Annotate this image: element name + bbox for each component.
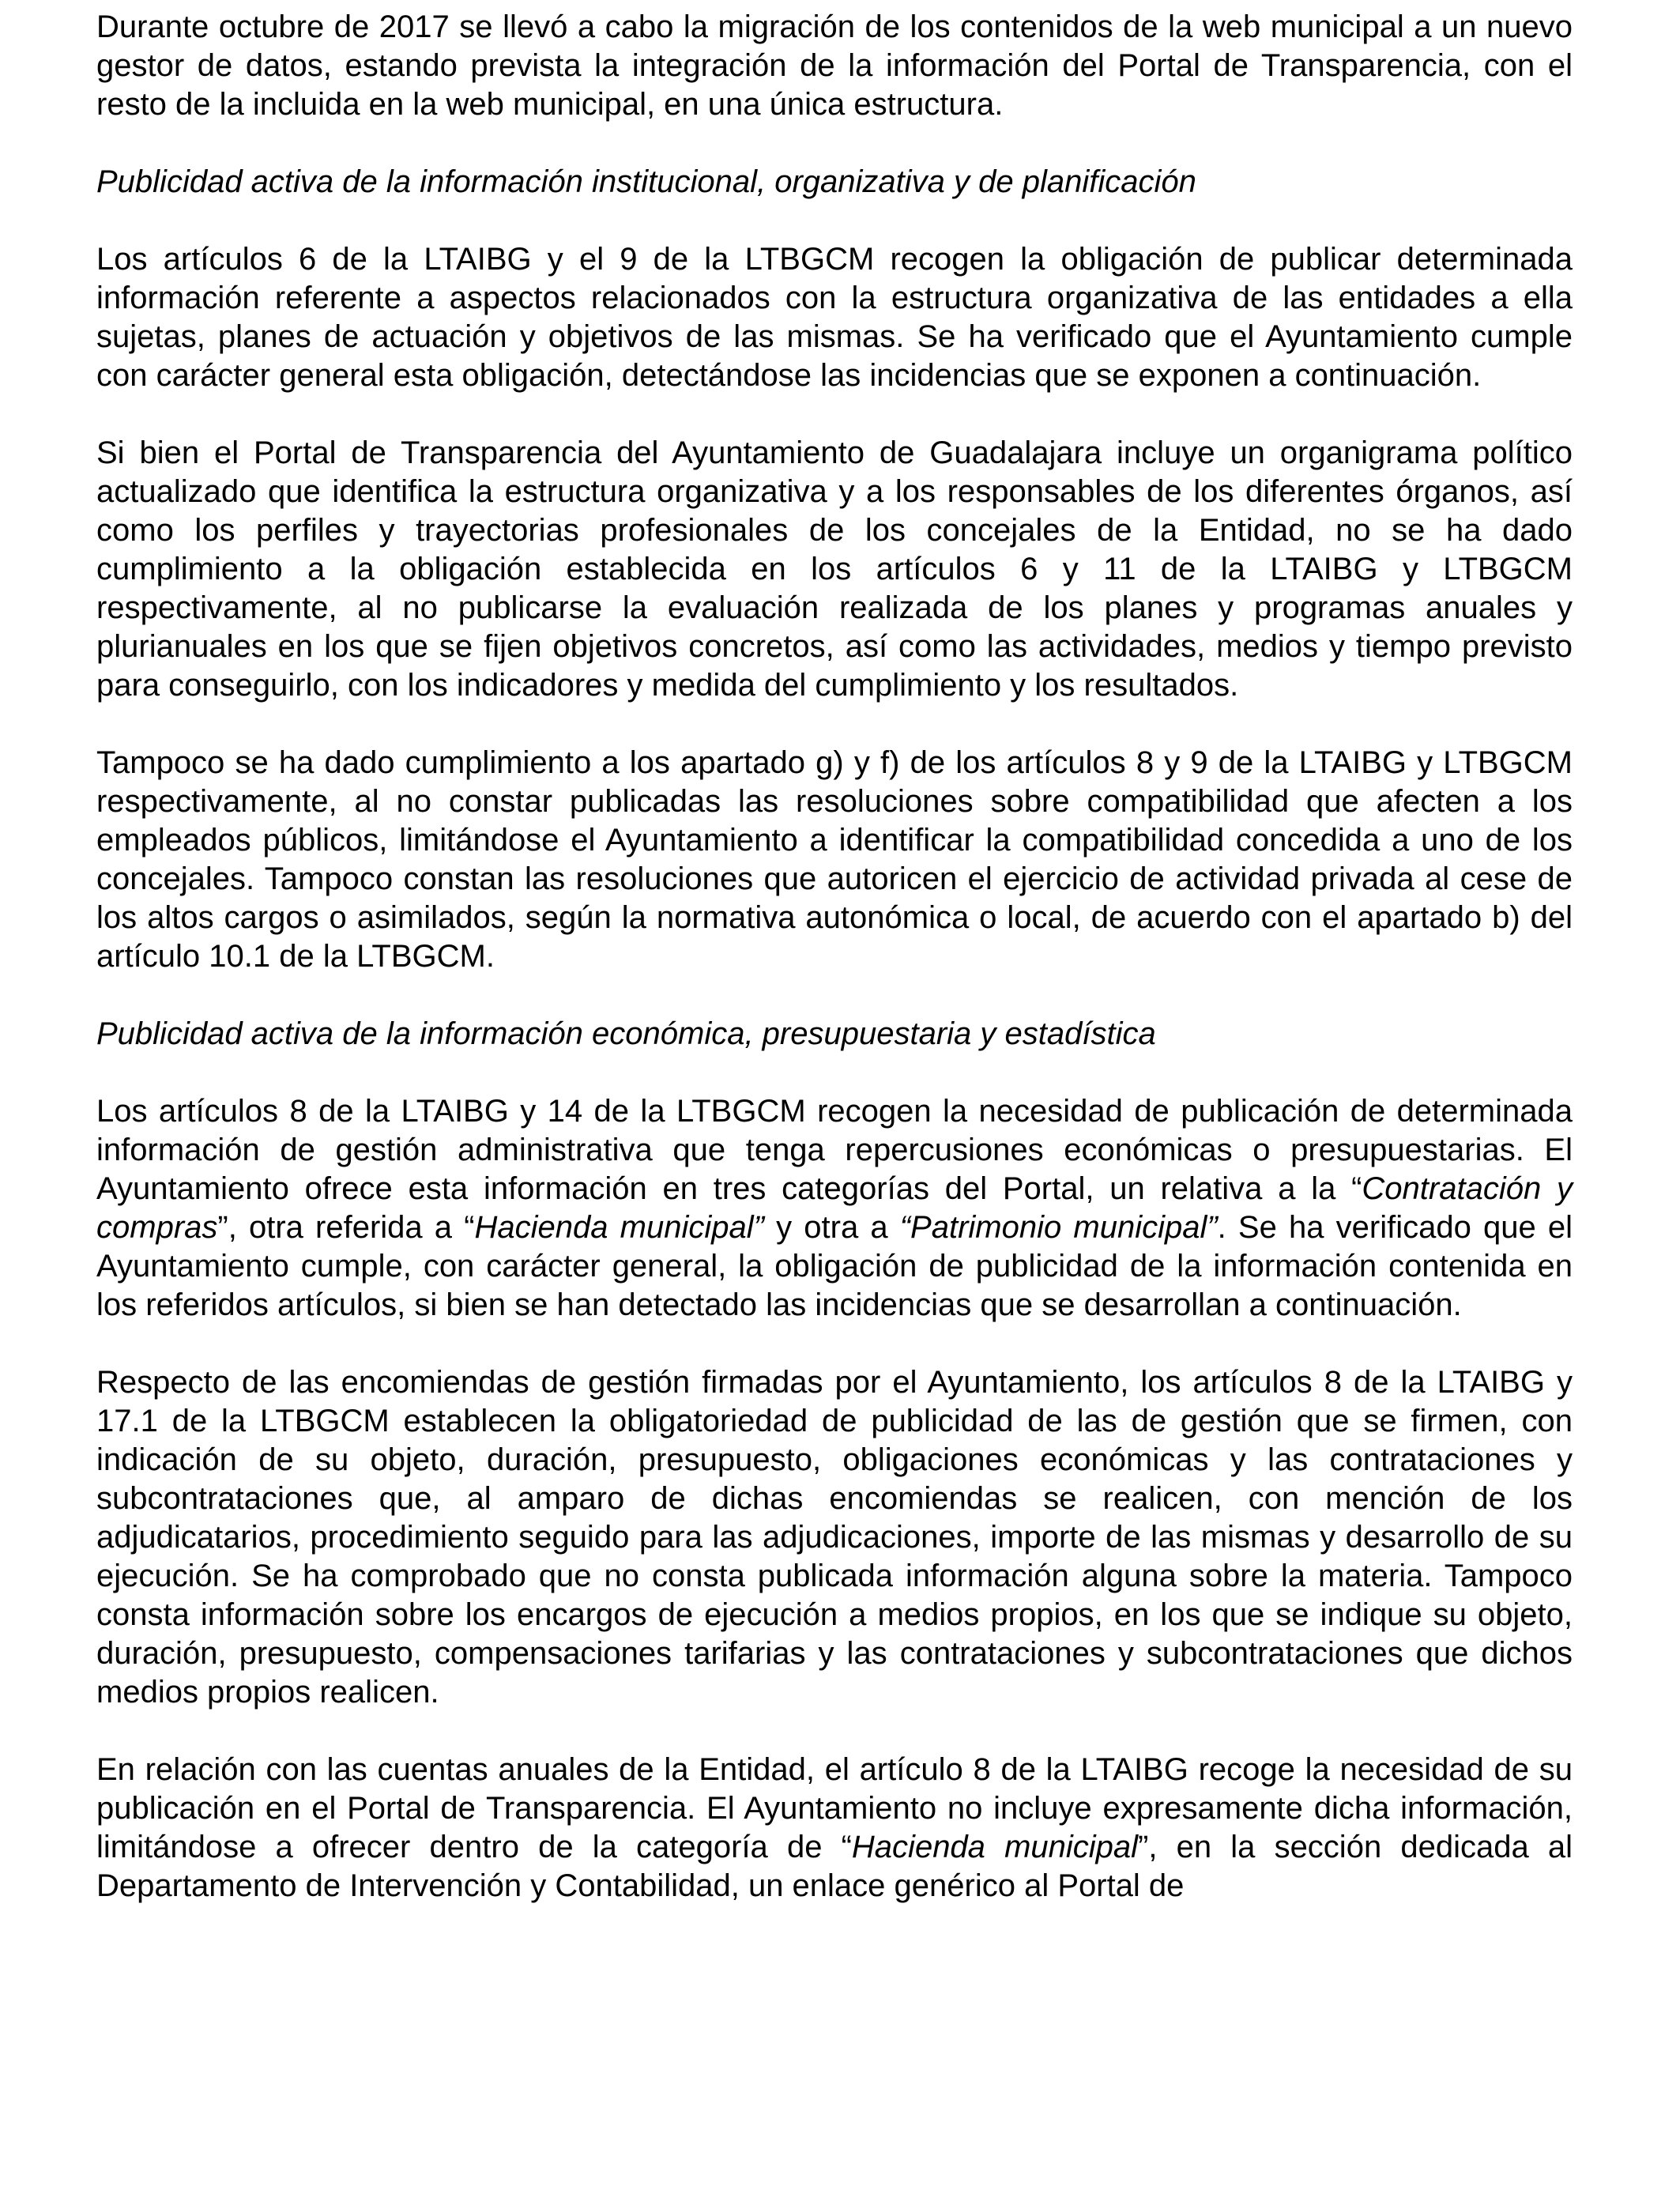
text-run: ”, en la sección dedicada al Departamento de Intervención y Contabilidad, un enlace genérico al Portal de [96,1830,1573,1903]
paragraph-compatibilidad: Tampoco se ha dado cumplimiento a los apartado g) y f) de los artículos 8 y 9 de la LTAIBG y LTBGCM respectivamente, al no constar publicadas las resoluciones sobre compatibilidad que afecten a los empleados públicos, limitándose el Ayuntamiento a identificar la compatibilidad concedida a uno de los concejales. Tampoco constan las resoluciones que autoricen el ejercicio de actividad privada al cese de los altos cargos o asimilados, según la normativa autonómica o local, de acuerdo con el apartado b) del artículo 10.1 de la LTBGCM. [96,745,1573,974]
text-run: Los artículos 8 de la LTAIBG y 14 de la LTBGCM recogen la necesidad de publicación de determinada información de gestión administrativa que tenga repercusiones económicas o presupuestarias. El Ayuntamiento ofrece esta información en tres categorías del Portal, un relativa a la “ [96,1094,1573,1206]
paragraph-encomiendas: Respecto de las encomiendas de gestión firmadas por el Ayuntamiento, los artículos 8 de la LTAIBG y 17.1 de la LTBGCM establecen la obligatoriedad de publicidad de las de gestión que se firmen, con indicación de su objeto, duración, presupuesto, obligaciones económicas y las contrataciones y subcontrataciones que, al amparo de dichas encomiendas se realicen, con mención de los adjudicatarios, procedimiento seguido para las adjudicaciones, importe de las mismas y desarrollo de su ejecución. Se ha comprobado que no consta publicada información alguna sobre la materia. Tampoco consta información sobre los encargos de ejecución a medios propios, en los que se indique su objeto, duración, presupuesto, compensaciones tarifarias y las contrataciones y subcontrataciones que dichos medios propios realicen. [96,1365,1573,1710]
text-run: En relación con las cuentas anuales de la Entidad, el artículo 8 de la LTAIBG recoge la necesidad de su publicación en el Portal de Transparencia. El Ayuntamiento no incluye expresamente dicha información, limitándose a ofrecer dentro de la categoría de “ [96,1752,1573,1864]
text-run: . Se ha verificado que el Ayuntamiento cumple, con carácter general, la obligación de publicidad de la información contenida en los referidos artículos, si bien se han detectado las incidencias que se desarrollan a continuación. [96,1210,1573,1322]
italic-term-hacienda: Hacienda municipal” [474,1210,764,1245]
document-page [96,8,1573,1944]
paragraph-organigrama: Si bien el Portal de Transparencia del Ayuntamiento de Guadalajara incluye un organigrama político actualizado que identifica la estructura organizativa y a los responsables de los diferentes órganos, así como los perfiles y trayectorias profesionales de los concejales de la Entidad, no se ha dado cumplimiento a la obligación establecida en los artículos 6 y 11 de la LTAIBG y LTBGCM respectivamente, al no publicarse la evaluación realizada de los planes y programas anuales y plurianuales en los que se fijen objetivos concretos, así como las actividades, medios y tiempo previsto para conseguirlo, con los indicadores y medida del cumplimiento y los resultados. [96,435,1573,703]
text-run: y otra a [763,1210,900,1245]
paragraph-articles-8-14 [96,1092,1573,1325]
paragraph-migration: Durante octubre de 2017 se llevó a cabo la migración de los contenidos de la web municipal a un nuevo gestor de datos, estando prevista la integración de la información del Portal de Transparencia, con el resto de la incluida en la web municipal, en una única estructura. [96,9,1573,122]
paragraph-cuentas-anuales [96,1751,1573,1906]
italic-term-patrimonio: “Patrimonio municipal” [899,1210,1218,1245]
italic-term-contratacion: Contratación y compras [96,1171,1573,1245]
text-run: ”, otra referida a “ [217,1210,475,1245]
section-heading-economic: Publicidad activa de la información económica, presupuestaria y estadística [96,1016,1156,1051]
italic-term-hacienda-municipal: Hacienda municipal [851,1830,1139,1864]
paragraph-articles-6-9: Los artículos 6 de la LTAIBG y el 9 de la LTBGCM recogen la obligación de publicar determinada información referente a aspectos relacionados con la estructura organizativa de las entidades a ella sujetas, planes de actuación y objetivos de las mismas. Se ha verificado que el Ayuntamiento cumple con carácter general esta obligación, detectándose las incidencias que se exponen a continuación. [96,242,1573,393]
section-heading-institutional: Publicidad activa de la información institucional, organizativa y de planificación [96,164,1196,199]
